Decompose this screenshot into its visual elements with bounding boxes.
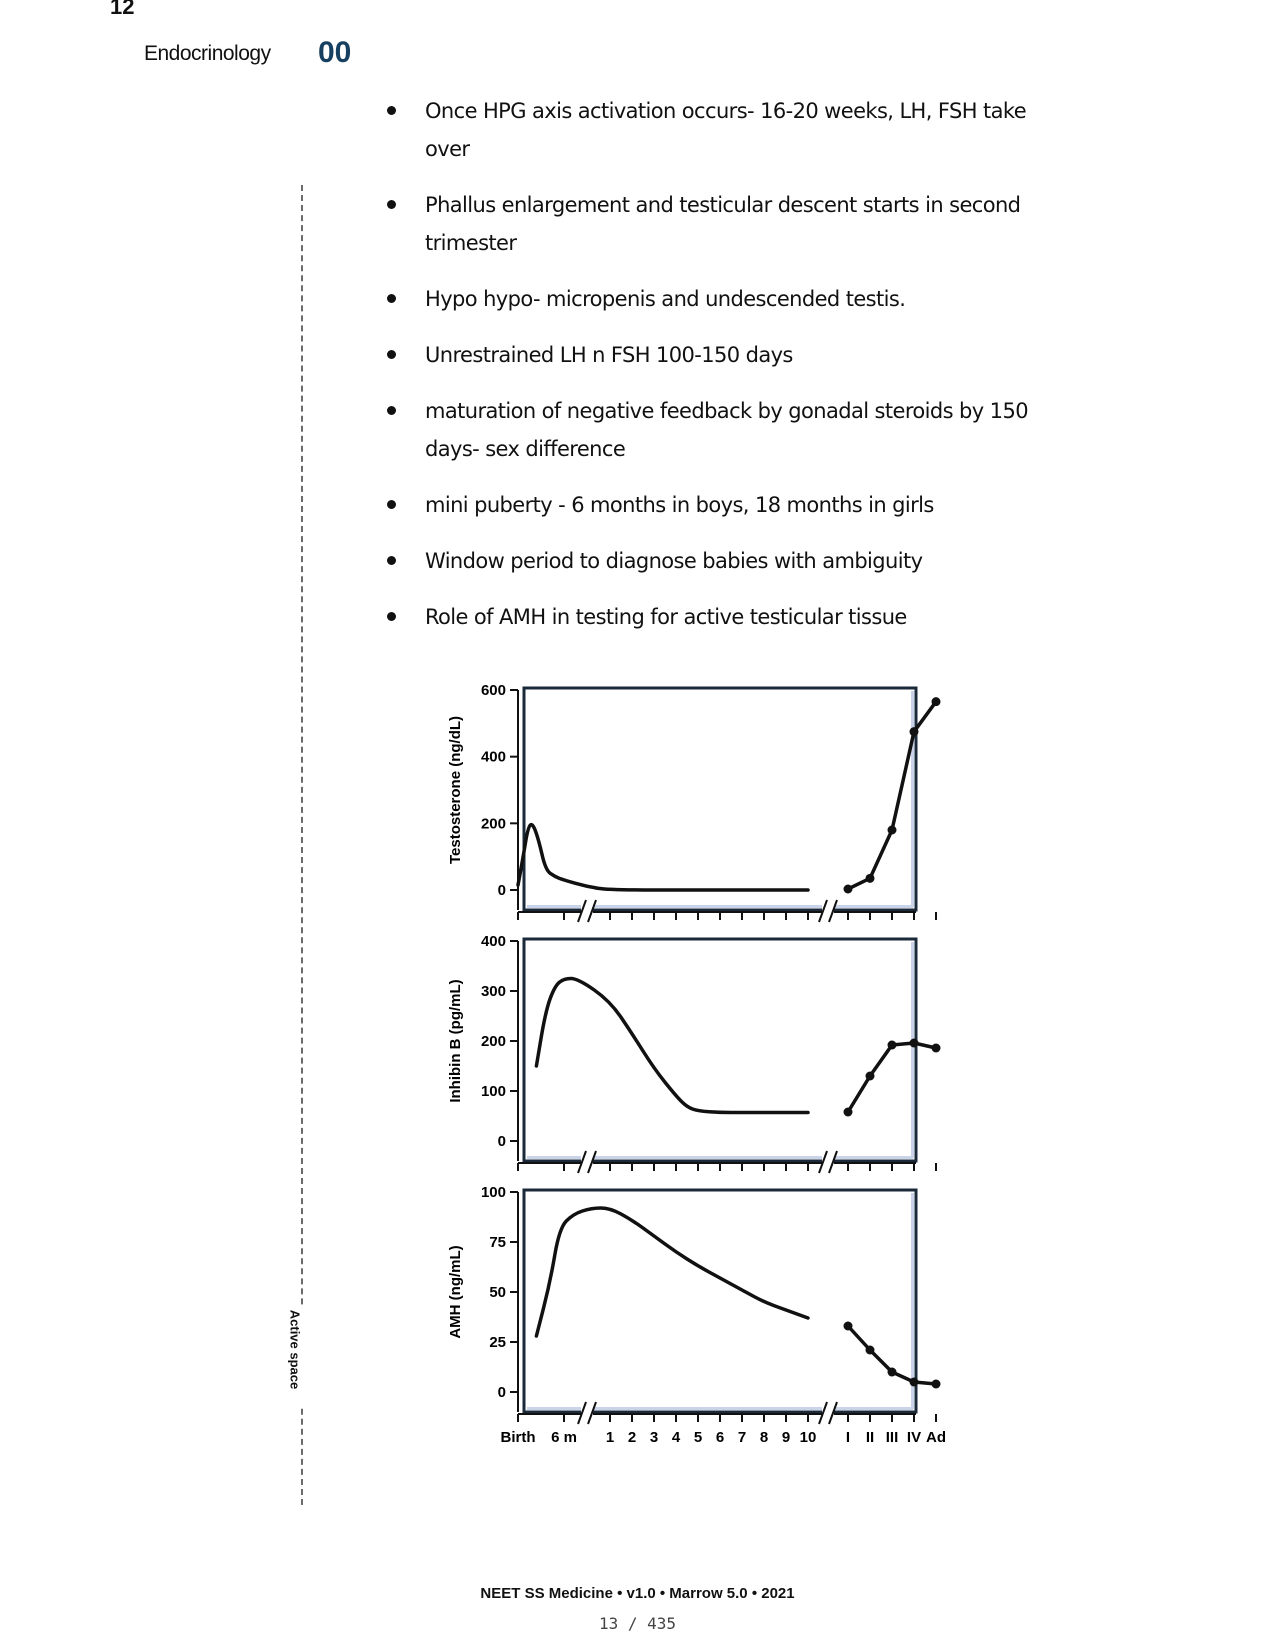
x-tick-label: 7	[737, 1429, 747, 1446]
data-point	[932, 1380, 941, 1389]
hormone-charts-figure	[430, 676, 970, 1496]
data-point	[844, 1322, 853, 1331]
y-tick-label: 0	[497, 1384, 506, 1401]
y-axis-title: Testosterone (ng/dL)	[447, 715, 464, 865]
plot-right-shade	[911, 942, 914, 1158]
list-item-text: Once HPG axis activation occurs- 16-20 weeks, LH, FSH take over	[425, 99, 1027, 161]
y-tick-label: 25	[489, 1334, 506, 1351]
footer-text: NEET SS Medicine • v1.0 • Marrow 5.0 • 2021	[480, 1585, 795, 1602]
page-indicator: 13 / 435	[598, 1614, 677, 1633]
list-item	[385, 486, 1045, 524]
bullet-icon	[387, 500, 396, 509]
y-axis-title: AMH (ng/mL)	[447, 1245, 464, 1339]
y-tick-label: 0	[497, 1133, 506, 1150]
x-tick-label: 3	[649, 1429, 659, 1446]
chart-panel	[447, 1184, 946, 1446]
list-item	[385, 186, 1045, 262]
y-tick-label: 100	[480, 1083, 506, 1100]
y-tick-label: 600	[480, 682, 506, 699]
x-tick-label: Birth	[500, 1429, 536, 1446]
list-item-text: maturation of negative feedback by gonadal steroids by 150 days- sex difference	[425, 399, 1028, 461]
x-tick-label: I	[845, 1429, 851, 1446]
list-item	[385, 598, 1045, 636]
active-space-label: Active space	[287, 1309, 303, 1390]
bullet-icon	[387, 106, 396, 115]
x-tick-label: 6	[715, 1429, 725, 1446]
list-item	[385, 92, 1045, 168]
data-point	[866, 874, 875, 883]
list-item-text: Unrestrained LH n FSH 100-150 days	[425, 343, 793, 367]
y-tick-label: 0	[497, 882, 506, 899]
y-tick-label: 300	[480, 983, 506, 1000]
x-tick-label: 2	[627, 1429, 637, 1446]
plot-right-shade	[911, 1193, 914, 1409]
bullet-icon	[387, 612, 396, 621]
chart-panel	[447, 682, 941, 924]
x-tick-label: 5	[693, 1429, 703, 1446]
list-item-text: Hypo hypo- micropenis and undescended testis.	[425, 287, 906, 311]
x-tick-label: 8	[759, 1429, 769, 1446]
data-point	[866, 1346, 875, 1355]
y-tick-label: 200	[480, 815, 506, 833]
y-tick-label: 400	[480, 933, 506, 950]
x-tick-label: 4	[671, 1429, 681, 1446]
data-point	[888, 1368, 897, 1377]
data-point	[888, 1041, 897, 1050]
y-tick-label: 100	[480, 1184, 506, 1201]
bullet-icon	[387, 294, 396, 303]
y-tick-label: 75	[489, 1234, 506, 1251]
data-point	[844, 885, 853, 894]
list-item	[385, 336, 1045, 374]
plot-frame	[524, 1190, 916, 1412]
plot-right-shade	[911, 691, 914, 907]
bullet-icon	[387, 406, 396, 415]
bullet-icon	[387, 556, 396, 565]
x-tick-label: 10	[799, 1429, 817, 1446]
x-tick-label: IV	[906, 1429, 922, 1446]
notes-list	[385, 92, 1045, 654]
bullet-icon	[387, 200, 396, 209]
data-point	[932, 1044, 941, 1053]
y-tick-label: 400	[480, 748, 506, 766]
list-item-text: Window period to diagnose babies with ambiguity	[425, 549, 923, 573]
x-tick-label: 6 m	[551, 1429, 577, 1446]
y-tick-label: 50	[489, 1284, 506, 1301]
x-tick-label: 9	[781, 1429, 791, 1446]
data-point	[844, 1108, 853, 1117]
active-space-label-box	[287, 1306, 315, 1406]
y-axis-title: Inhibin B (pg/mL)	[447, 979, 464, 1103]
data-point	[932, 697, 941, 706]
chapter-title: Endocrinology	[144, 42, 271, 65]
list-item-text: mini puberty - 6 months in boys, 18 months in girls	[425, 493, 934, 517]
x-tick-label: III	[885, 1429, 899, 1446]
page-number: 12	[110, 0, 135, 19]
x-tick-label: II	[865, 1429, 875, 1446]
plot-frame	[524, 688, 916, 910]
list-item	[385, 392, 1045, 468]
data-point	[910, 1378, 919, 1387]
chart-panel	[447, 933, 941, 1175]
chapter-number: 00	[318, 36, 352, 69]
data-point	[888, 826, 897, 835]
bullet-icon	[387, 350, 396, 359]
x-tick-label: Ad	[926, 1429, 946, 1446]
plot-frame	[524, 939, 916, 1161]
y-tick-label: 200	[480, 1033, 506, 1050]
data-point	[910, 727, 919, 736]
x-tick-label: 1	[605, 1429, 615, 1446]
data-point	[910, 1039, 919, 1048]
list-item-text: Role of AMH in testing for active testicular tissue	[425, 605, 907, 629]
list-item	[385, 542, 1045, 580]
data-point	[866, 1072, 875, 1081]
list-item	[385, 280, 1045, 318]
list-item-text: Phallus enlargement and testicular descent starts in second trimester	[425, 193, 1021, 255]
